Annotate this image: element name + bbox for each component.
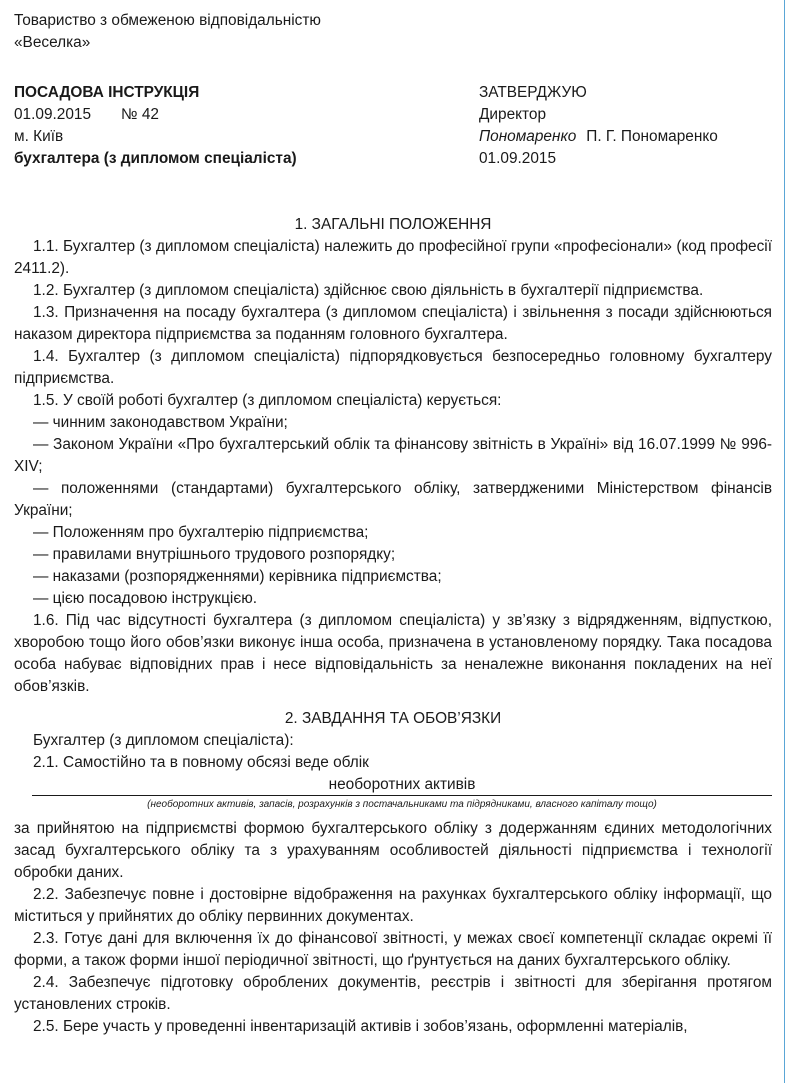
paragraph-1-5: 1.5. У своїй роботі бухгалтер (з дипломом спеціаліста) керується: [33,392,502,409]
paragraph-1-4: 1.4. Бухгалтер (з дипломом спеціаліста) підпорядковується безпосередньо головному бухгалтеру підприємства. [14,348,772,387]
org-line-2: «Веселка» [14,34,91,51]
signature: Пономаренко [479,128,577,145]
fill-in-field [32,774,772,796]
document-title: ПОСАДОВА ІНСТРУКЦІЯ [14,84,200,101]
org-line-1: Товариство з обмеженою відповідальністю [14,12,321,29]
list-item: — цією посадовою інструкцією. [33,590,258,607]
paragraph-1-1: 1.1. Бухгалтер (з дипломом спеціаліста) належить до професійної групи «професіонали» (код професії 2411.2). [14,238,772,277]
fill-in-value: необоротних активів [328,776,476,793]
fill-in-caption: (необоротних активів, запасів, розрахунків з постачальниками та підрядниками, власного капіталу тощо) [147,799,657,810]
approver-name: П. Г. Пономаренко [586,128,718,145]
approver-signature-line [479,126,779,148]
paragraph-1-2: 1.2. Бухгалтер (з дипломом спеціаліста) здійснює свою діяльність в бухгалтерії підприємства. [33,282,704,299]
document-number: № 42 [121,106,159,123]
list-item: — чинним законодавством України; [33,414,288,431]
list-item: — Положенням про бухгалтерію підприємства; [33,524,369,541]
list-item: — Законом України «Про бухгалтерський облік та фінансову звітність в Україні» від 16.07.1999 № 996-XIV; [14,436,772,475]
document-header [14,82,772,168]
approve-date: 01.09.2015 [479,150,557,167]
document-city: м. Київ [14,128,64,145]
position-title: бухгалтера (з дипломом спеціаліста) [14,150,297,167]
paragraph-2-5: 2.5. Бере участь у проведенні інвентаризацій активів і зобов’язань, оформленні матеріалів, [33,1018,688,1035]
organization-name [14,10,772,54]
document-date: 01.09.2015 [14,106,92,123]
paragraph-2-2: 2.2. Забезпечує повне і достовірне відображення на рахунках бухгалтерського обліку інформації, що міститься у прийнятих до обліку первинних документах. [14,886,772,925]
paragraph-2-3: 2.3. Готує дані для включення їх до фінансової звітності, у межах своєї компетенції складає окремі її форми, а також форми іншої періодичної звітності, що ґрунтується на даних бухгалтерського обліку. [14,930,772,969]
section-2-title: 2. ЗАВДАННЯ ТА ОБОВ’ЯЗКИ [284,710,502,727]
paragraph-1-6: 1.6. Під час відсутності бухгалтера (з дипломом спеціаліста) у зв’язку з відрядженням, відпусткою, хворобою тощо його обов’язки виконує інша особа, призначена в установленому порядку. Така посадова особа набуває відповідних прав і несе відповідальність за неналежне виконання покладених на неї обов’язків. [14,612,772,695]
approve-label: ЗАТВЕРДЖУЮ [479,84,587,101]
paragraph-1-3: 1.3. Призначення на посаду бухгалтера (з дипломом спеціаліста) і звільнення з посади здійснюються наказом директора підприємства за поданням головного бухгалтера. [14,304,772,343]
section-2-intro: Бухгалтер (з дипломом спеціаліста): [33,732,294,749]
list-item: — наказами (розпорядженнями) керівника підприємства; [33,568,442,585]
section-1-title: 1. ЗАГАЛЬНІ ПОЛОЖЕННЯ [294,216,492,233]
header-left-column [14,82,454,170]
paragraph-2-1-continuation: за прийнятою на підприємстві формою бухгалтерського обліку з додержанням єдиних методологічних засад бухгалтерського обліку та з урахуванням особливостей діяльності підприємства і технології обробки даних. [14,820,772,881]
list-item: — правилами внутрішнього трудового розпорядку; [33,546,396,563]
list-item: — положеннями (стандартами) бухгалтерського обліку, затвердженими Міністерством фінансів України; [14,480,772,519]
approver-title: Директор [479,106,547,123]
paragraph-2-4: 2.4. Забезпечує підготовку оброблених документів, реєстрів і звітності для зберігання протягом установлених строків. [14,974,772,1013]
document-date-number [14,104,454,126]
paragraph-2-1: 2.1. Самостійно та в повному обсязі веде облік [33,754,369,771]
approval-block [479,82,779,170]
